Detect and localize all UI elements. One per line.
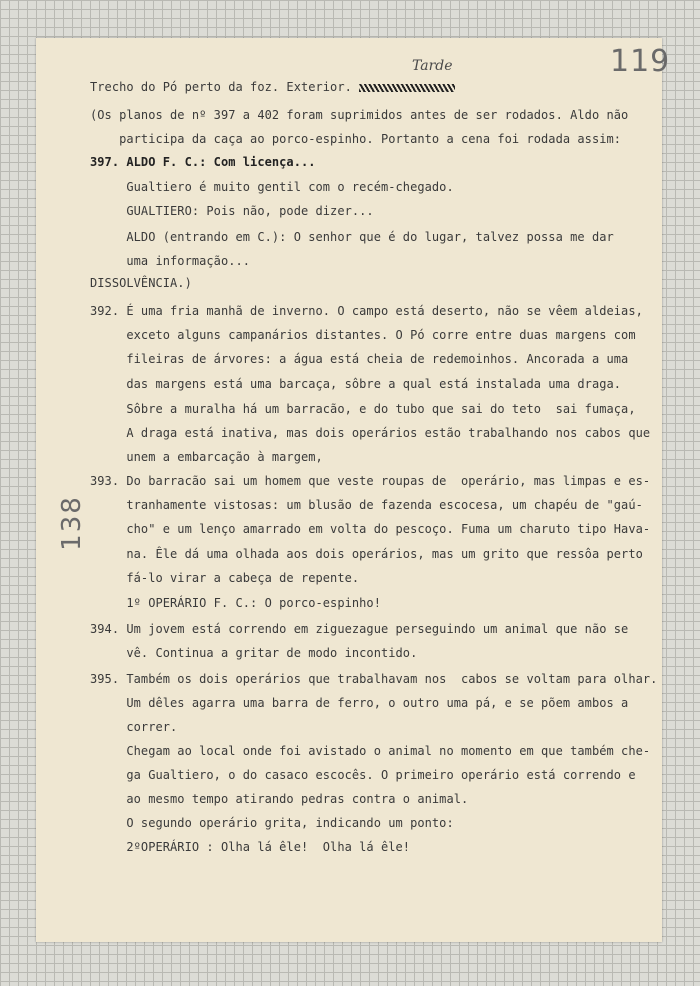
text-line: 1º OPERÁRIO F. C.: O porco-espinho! (90, 596, 381, 610)
text-line: Chegam ao local onde foi avistado o animal no momento em que também che- (90, 744, 651, 758)
text-line: ao mesmo tempo atirando pedras contra o animal. (90, 792, 469, 806)
text-line: Gualtiero é muito gentil com o recém-chegado. (90, 180, 454, 194)
text-line: tranhamente vistosas: um blusão de fazenda escocesa, um chapéu de "gaú- (90, 498, 643, 512)
text-line: unem a embarcação à margem, (90, 450, 323, 464)
side-number: 138 (56, 495, 87, 551)
text-line: 394. Um jovem está correndo em ziguezague perseguindo um animal que não se (90, 622, 629, 636)
text-line: 392. É uma fria manhã de inverno. O campo está deserto, não se vêem aldeias, (90, 304, 643, 318)
scene-heading (90, 80, 660, 94)
text-line: vê. Continua a gritar de modo incontido. (90, 646, 418, 660)
text-line: 393. Do barracão sai um homem que veste roupas de operário, mas limpas e es- (90, 474, 651, 488)
text-line: uma informação... (90, 254, 251, 268)
text-line: 397. ALDO F. C.: Com licença... (90, 155, 316, 169)
text-line: (Os planos de nº 397 a 402 foram suprimidos antes de ser rodados. Aldo não (90, 108, 629, 122)
text-line: Sôbre a muralha há um barracão, e do tubo que sai do teto sai fumaça, (90, 402, 636, 416)
text-line: exceto alguns campanários distantes. O Pó corre entre duas margens com (90, 328, 636, 342)
text-line: GUALTIERO: Pois não, pode dizer... (90, 204, 374, 218)
text-line: ga Gualtiero, o do casaco escocês. O primeiro operário está correndo e (90, 768, 636, 782)
text-line: participa da caça ao porco-espinho. Portanto a cena foi rodada assim: (90, 132, 622, 146)
page-number: 119 (610, 44, 671, 79)
text-line: fileiras de árvores: a água está cheia de redemoinhos. Ancorada a uma (90, 352, 629, 366)
crossed-out-word (359, 84, 455, 92)
text-line: na. Êle dá uma olhada aos dois operários, mas um grito que ressôa perto (90, 547, 643, 561)
text-line: A draga está inativa, mas dois operários estão trabalhando nos cabos que (90, 426, 651, 440)
text-line: cho" e um lenço amarrado em volta do pescoço. Fuma um charuto tipo Hava- (90, 522, 651, 536)
text-line: das margens está uma barcaça, sôbre a qual está instalada uma draga. (90, 377, 622, 391)
text-line: fá-lo virar a cabeça de repente. (90, 571, 360, 585)
text-line: DISSOLVÊNCIA.) (90, 276, 192, 290)
typed-page (36, 38, 662, 942)
text-line: ALDO (entrando em C.): O senhor que é do lugar, talvez possa me dar (90, 230, 614, 244)
text-line: Um dêles agarra uma barra de ferro, o outro uma pá, e se põem ambos a (90, 696, 629, 710)
text-line: 395. Também os dois operários que trabalhavam nos cabos se voltam para olhar. (90, 672, 658, 686)
handwritten-annotation: Tarde (412, 58, 453, 74)
scene-heading-text: Trecho do Pó perto da foz. Exterior. (90, 80, 352, 94)
text-line: 2ºOPERÁRIO : Olha lá êle! Olha lá êle! (90, 840, 411, 854)
text-line: O segundo operário grita, indicando um ponto: (90, 816, 454, 830)
text-line: correr. (90, 720, 178, 734)
